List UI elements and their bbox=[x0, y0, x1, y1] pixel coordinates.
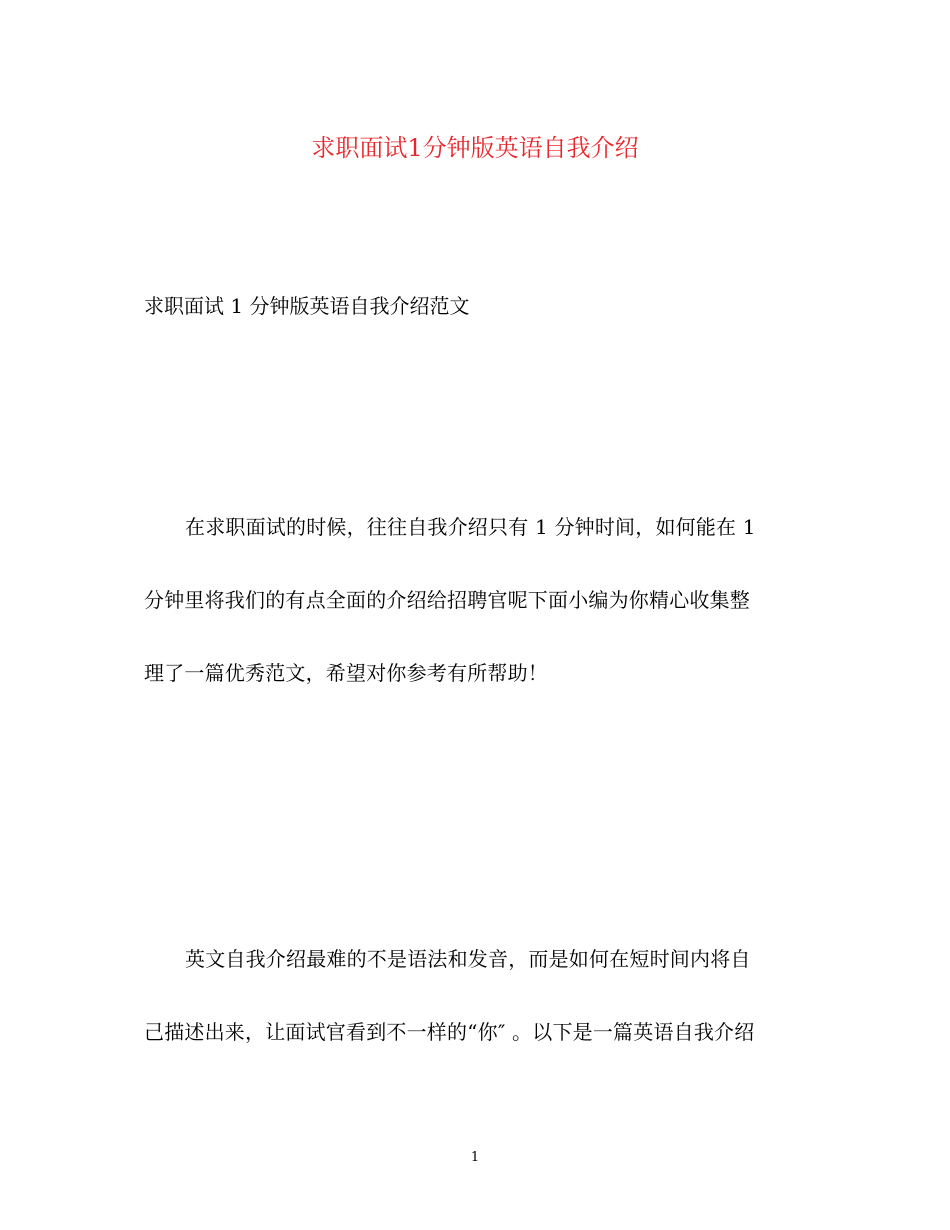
document-subtitle: 求职面试 1 分钟版英语自我介绍范文 bbox=[144, 294, 470, 318]
paragraph-line: 己描述出来，让面试官看到不一样的“你″ 。以下是一篇英语自我介绍 bbox=[144, 1020, 755, 1044]
paragraph-line: 在求职面试的时候，往往自我介绍只有 1 分钟时间，如何能在 1 bbox=[185, 515, 756, 539]
paragraph-line: 英文自我介绍最难的不是语法和发音，而是如何在短时间内将自 bbox=[185, 947, 751, 971]
paragraph-intro bbox=[144, 513, 816, 732]
paragraph-body bbox=[144, 945, 816, 1091]
document-title: 求职面试1分钟版英语自我介绍 bbox=[311, 134, 639, 162]
paragraph-line: 理了一篇优秀范文，希望对你参考有所帮助！ bbox=[144, 661, 548, 685]
page-number: 1 bbox=[470, 1150, 480, 1165]
paragraph-line: 分钟里将我们的有点全面的介绍给招聘官呢下面小编为你精心收集整 bbox=[144, 588, 750, 612]
